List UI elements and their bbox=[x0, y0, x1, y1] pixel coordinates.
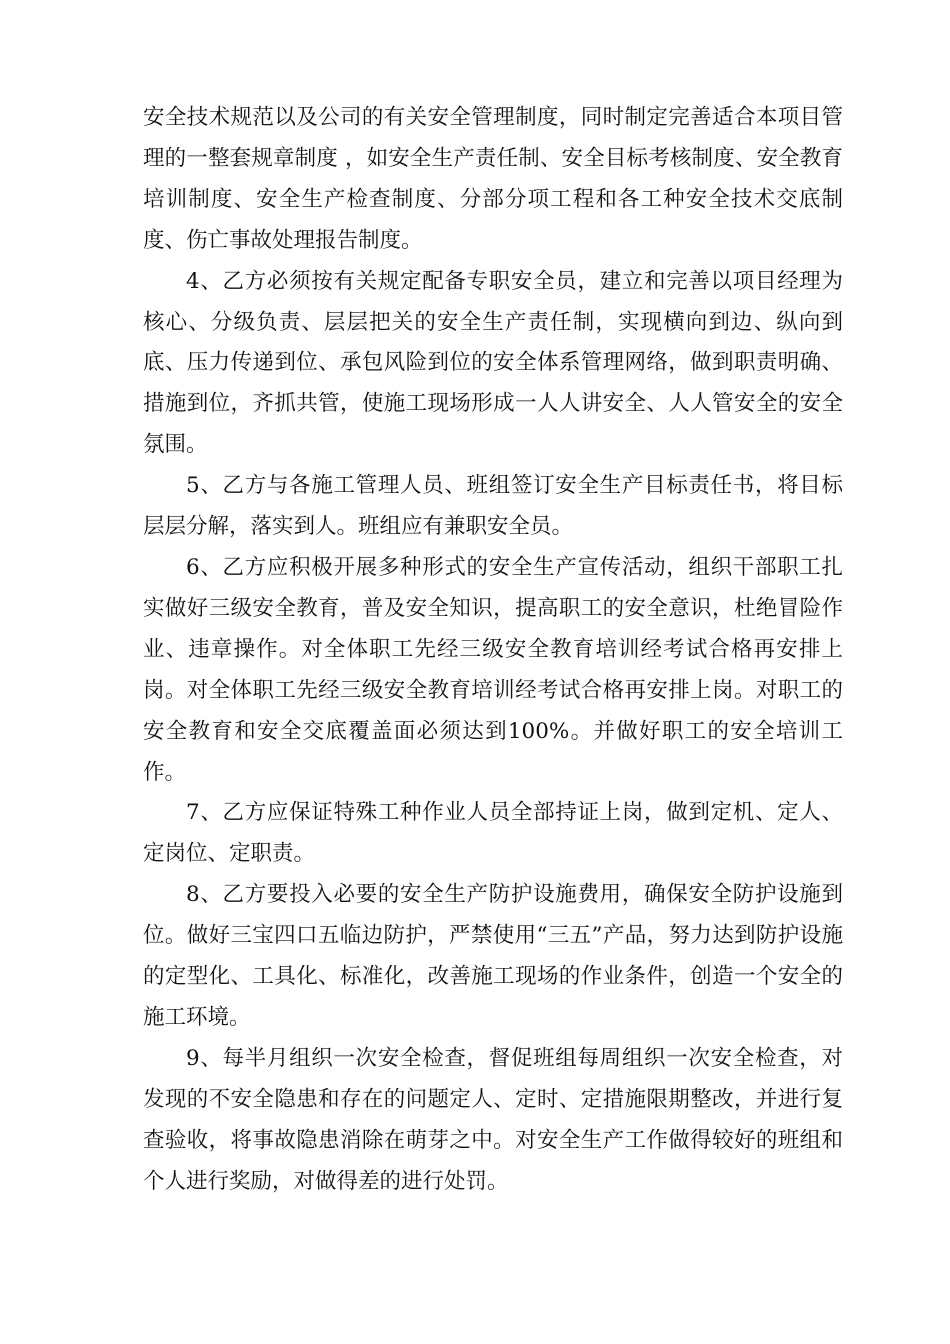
paragraph-item-4: 4、乙方必须按有关规定配备专职安全员，建立和完善以项目经理为核心、分级负责、层层把关的安全生产责任制，实现横向到边、纵向到底、压力传递到位、承包风险到位的安全体系管理网络，做到职责明确、措施到位，齐抓共管，使施工现场形成一人人讲安全、人人管安全的安全氛围。 bbox=[143, 268, 843, 458]
paragraph-continuation: 安全技术规范以及公司的有关安全管理制度，同时制定完善适合本项目管理的一整套规章制度 ，如安全生产责任制、安全目标考核制度、安全教育培训制度、安全生产检查制度、分部分项工程和各工种安全技术交底制度、伤亡事故处理报告制度。 bbox=[143, 105, 843, 253]
paragraph-item-9: 9、每半月组织一次安全检查，督促班组每周组织一次安全检查，对发现的不安全隐患和存在的问题定人、定时、定措施限期整改，并进行复查验收，将事故隐患消除在萌芽之中。对安全生产工作做得较好的班组和个人进行奖励，对做得差的进行处罚。 bbox=[143, 1045, 843, 1194]
paragraph-item-7: 7、乙方应保证特殊工种作业人员全部持证上岗，做到定机、定人、定岗位、定职责。 bbox=[143, 800, 843, 867]
paragraph-item-8: 8、乙方要投入必要的安全生产防护设施费用，确保安全防护设施到位。做好三宝四口五临边防护，严禁使用“三五”产品，努力达到防护设施的定型化、工具化、标准化，改善施工现场的作业条件，创造一个安全的施工环境。 bbox=[143, 882, 843, 1030]
document-body bbox=[143, 98, 843, 1202]
paragraph-item-6: 6、乙方应积极开展多种形式的安全生产宣传活动，组织干部职工扎实做好三级安全教育，普及安全知识，提高职工的安全意识，杜绝冒险作业、违章操作。对全体职工先经三级安全教育培训经考试合格再安排上岗。对全体职工先经三级安全教育培训经考试合格再安排上岗。对职工的安全教育和安全交底覆盖面必须达到100%。并做好职工的安全培训工作。 bbox=[143, 554, 843, 785]
paragraph-item-5: 5、乙方与各施工管理人员、班组签订安全生产目标责任书，将目标层层分解，落实到人。班组应有兼职安全员。 bbox=[143, 473, 843, 540]
